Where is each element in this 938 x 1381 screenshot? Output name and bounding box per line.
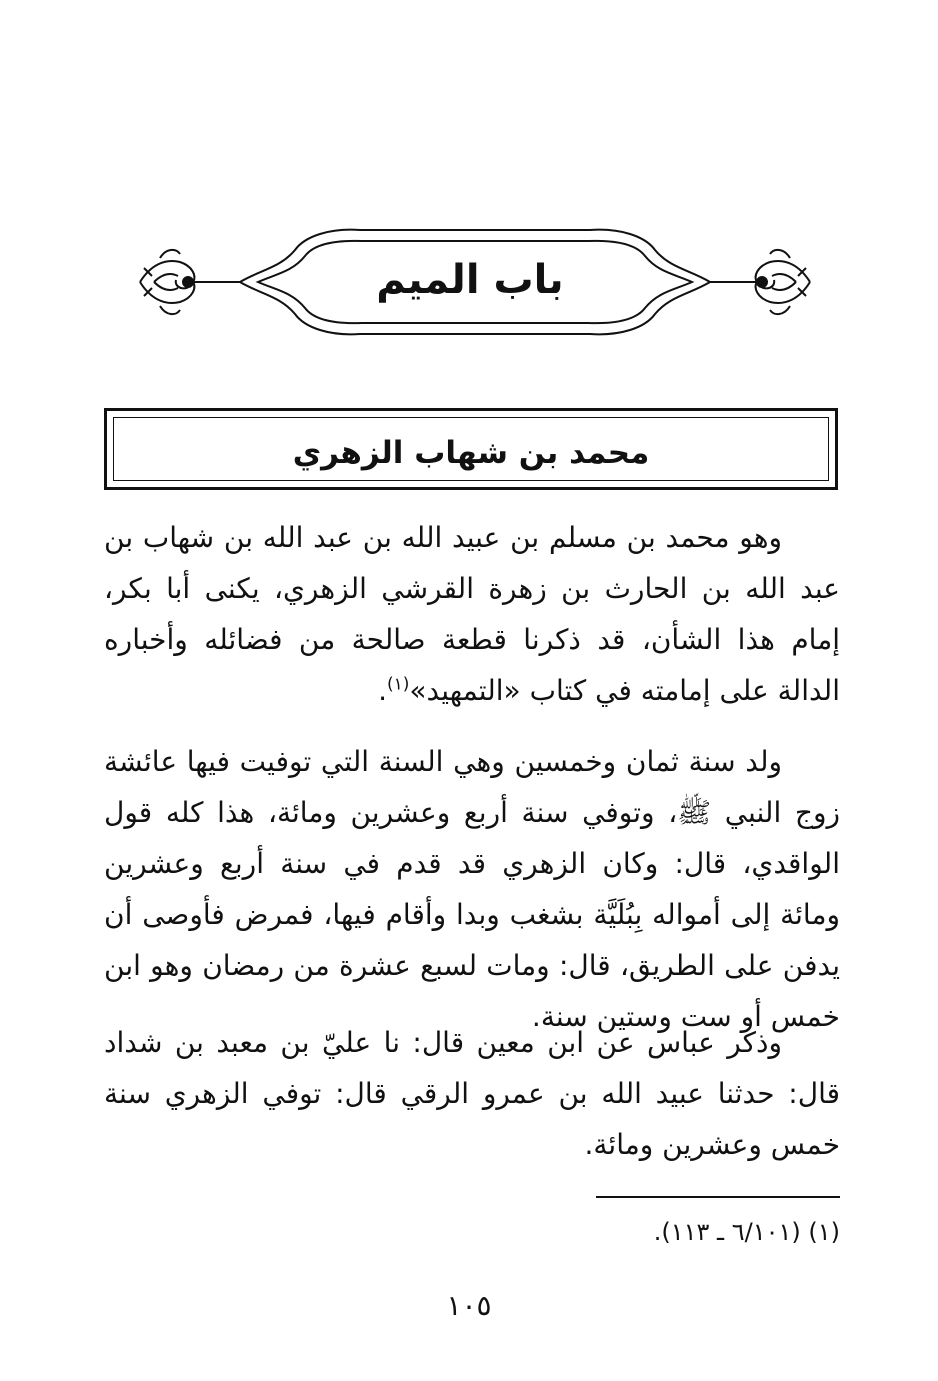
paragraph-text: وهو محمد بن مسلم بن عبيد الله بن عبد الله بن شهاب بن عبد الله بن الحارث بن زهرة القرشي الزهري، يكنى أبا بكر، إمام هذا الشأن، قد ذكرنا قطعة صالحة من فضائله وأخباره الدالة على إمامته في كتاب «التمهيد»: [104, 521, 840, 707]
paragraph-text: وذكر عباس عن ابن معين قال: نا عليّ بن معبد بن شداد قال: حدثنا عبيد الله بن عمرو الرقي قال: توفي الزهري سنة خمس وعشرين ومائة.: [104, 1026, 840, 1161]
section-title-box: [104, 408, 838, 490]
paragraph-text: ولد سنة ثمان وخمسين وهي السنة التي توفيت فيها عائشة زوج النبي ﷺ، وتوفي سنة أربع وعشرين ومائة، هذا كله قول الواقدي، قال: وكان الزهري قد قدم في سنة أربع وعشرين ومائة إلى أمواله بِبُلَيَّة بشغب وبدا وأقام فيها، فمرض فأوصى أن يدفن على الطريق، قال: ومات لسبع عشرة من رمضان وهو ابن خمس أو ست وستين سنة.: [104, 745, 840, 1033]
right-flourish: [756, 250, 810, 314]
chapter-title: باب الميم: [376, 257, 564, 303]
page-number: ١٠٥: [446, 1289, 492, 1322]
footnote-reference: (١): [387, 674, 410, 695]
section-title: محمد بن شهاب الزهري: [292, 435, 650, 471]
paragraph-end-mark: .: [378, 674, 387, 707]
paragraph-abbas-report: [104, 1017, 840, 1170]
footnote-divider: [596, 1196, 840, 1198]
section-title-inner-border: [113, 417, 829, 481]
footnote: (١) (٦/١٠١ ـ ١١٣).: [653, 1218, 840, 1246]
left-flourish: [140, 250, 194, 314]
paragraph-birth-death: [104, 736, 840, 1042]
paragraph-biography: [104, 512, 840, 716]
